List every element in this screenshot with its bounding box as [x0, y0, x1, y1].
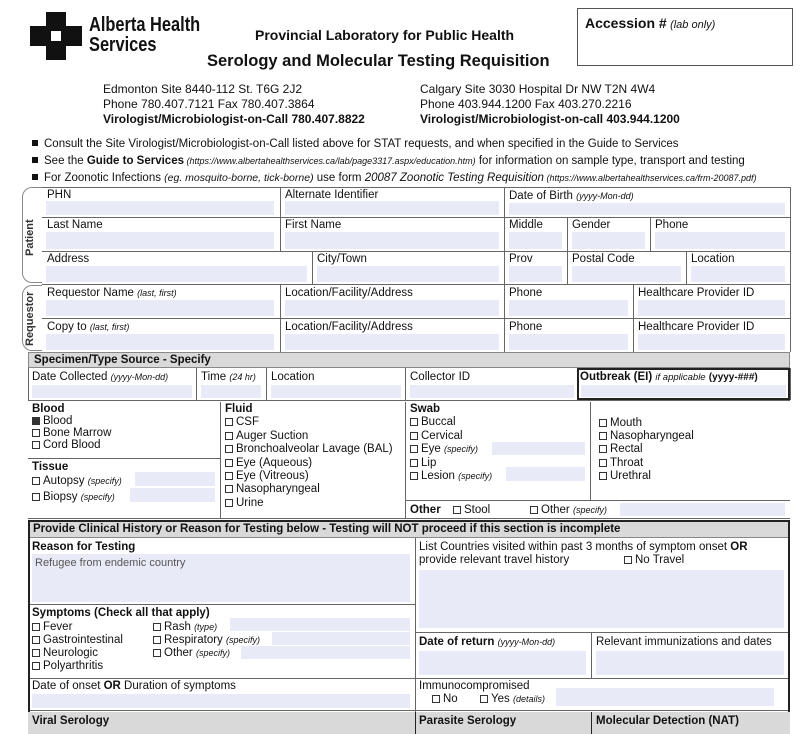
lip-label: Lip — [421, 457, 437, 469]
copy-phone-input[interactable] — [509, 334, 628, 350]
calgary-oncall: Virologist/Microbiologist-on-call 403.944.1200 — [420, 112, 680, 126]
rash-label: Rash — [164, 621, 191, 633]
prov-input[interactable] — [509, 266, 562, 282]
requestor-name-format: (last, first) — [137, 288, 177, 298]
requestor-name-label — [47, 287, 177, 299]
dob-format: (yyyy-Mon-dd) — [576, 191, 634, 201]
symptoms-title: Symptoms (Check all that apply) — [32, 607, 210, 619]
onset-text-c: Duration of symptoms — [120, 680, 236, 692]
calgary-site — [420, 82, 680, 127]
gi-checkbox[interactable] — [32, 636, 40, 644]
copy-to-format: (last, first) — [89, 322, 130, 332]
polyarthritis-option[interactable] — [32, 660, 103, 672]
rash-input[interactable] — [230, 618, 410, 631]
fever-option[interactable] — [32, 621, 72, 633]
onset-label — [32, 680, 236, 692]
phn-label: PHN — [47, 189, 72, 201]
copy-phone-label: Phone — [509, 321, 543, 333]
bal-checkbox[interactable] — [225, 445, 233, 453]
last-name-label: Last Name — [47, 219, 103, 231]
immuno-yes-option[interactable] — [480, 693, 545, 705]
date-return-input[interactable] — [419, 651, 586, 675]
other-symptom-label: Other — [164, 647, 193, 659]
provider-id-label: Healthcare Provider ID — [638, 287, 755, 299]
urethral-label: Urethral — [610, 470, 651, 482]
clinical-header-text: Provide Clinical History or Reason for Testing below - Testing will NOT proceed if this section is incomplete — [33, 523, 621, 535]
specimen-location-label: Location — [271, 371, 315, 383]
no-travel-option[interactable] — [624, 554, 684, 566]
bone-marrow-label: Bone Marrow — [43, 427, 112, 439]
outbreak-label — [580, 371, 758, 383]
date-collected-input[interactable] — [32, 385, 192, 398]
mouth-label: Mouth — [610, 417, 642, 429]
respiratory-specify: (specify) — [226, 635, 261, 645]
guide-url[interactable]: (https://www.albertahealthservices.ca/lab/page3317.aspx/education.htm) — [184, 156, 476, 166]
parasite-serology-header: Parasite Serology — [419, 715, 517, 727]
polyarthritis-label: Polyarthritis — [43, 660, 104, 672]
mouth-checkbox[interactable] — [599, 419, 607, 427]
immuno-details-input[interactable] — [556, 688, 774, 706]
edmonton-oncall: Virologist/Microbiologist-on-Call 780.407.8822 — [103, 112, 365, 126]
swab-lesion[interactable] — [410, 470, 492, 482]
biopsy-specify: (specify) — [80, 492, 115, 502]
requestor-tab-label: Requestor — [24, 291, 36, 346]
other-symptom-checkbox[interactable] — [153, 649, 161, 657]
first-name-label: First Name — [285, 219, 342, 231]
bone-marrow-option[interactable] — [32, 427, 111, 439]
fluid-nasopharyngeal[interactable] — [225, 483, 320, 495]
requestor-facility-label: Location/Facility/Address — [285, 287, 413, 299]
last-name-input[interactable] — [46, 232, 274, 249]
fluid-csf[interactable] — [225, 416, 259, 428]
edmonton-phone: Phone 780.407.7121 Fax 780.407.3864 — [103, 97, 315, 111]
eye-swab-label: Eye — [421, 443, 441, 455]
no-travel-label: No Travel — [635, 554, 685, 566]
autopsy-checkbox[interactable] — [32, 477, 40, 485]
travel-text-c: provide relevant travel history — [419, 554, 570, 566]
address-input[interactable] — [46, 266, 307, 282]
fluid-auger[interactable] — [225, 430, 308, 442]
first-name-input[interactable] — [285, 232, 499, 249]
lab-name: Provincial Laboratory for Public Health — [255, 27, 515, 43]
nasopharyngeal-swab-label: Nasopharyngeal — [610, 430, 694, 442]
immuno-no-label: No — [443, 693, 458, 705]
other-checkbox[interactable] — [530, 506, 538, 514]
eye-vitreous-checkbox[interactable] — [225, 472, 233, 480]
swab-nasopharyngeal[interactable] — [599, 430, 694, 442]
patient-phone-input[interactable] — [655, 232, 785, 249]
swab-cervical[interactable] — [410, 430, 463, 442]
ahs-logo — [30, 12, 82, 60]
throat-label: Throat — [610, 457, 644, 469]
accession-label: Accession # — [585, 15, 667, 31]
date-collected-label — [32, 371, 168, 383]
blood-title: Blood — [32, 403, 65, 415]
eye-swab-checkbox[interactable] — [410, 445, 418, 453]
requestor-facility-input[interactable] — [285, 300, 499, 316]
eye-aqueous-checkbox[interactable] — [225, 459, 233, 467]
lesion-input[interactable] — [506, 467, 585, 481]
buccal-label: Buccal — [421, 416, 456, 428]
outbreak-text: Outbreak (EI) — [580, 371, 653, 383]
patient-phone-label: Phone — [655, 219, 689, 231]
viral-serology-header: Viral Serology — [32, 715, 110, 727]
bone-marrow-checkbox[interactable] — [32, 429, 40, 437]
edmonton-address: Edmonton Site 8440-112 St. T6G 2J2 — [103, 82, 303, 96]
other-specimen-input[interactable] — [620, 503, 785, 516]
swab-title: Swab — [410, 403, 441, 415]
dob-input[interactable] — [509, 203, 785, 215]
immuno-no-checkbox[interactable] — [432, 695, 440, 703]
travel-input[interactable] — [419, 570, 784, 628]
requestor-phone-label: Phone — [509, 287, 543, 299]
onset-text-a: Date of onset — [32, 680, 104, 692]
note-zoo-b: (eg. mosquito-borne, tick-borne) — [164, 172, 314, 184]
swab-buccal[interactable] — [410, 416, 456, 428]
respiratory-checkbox[interactable] — [153, 636, 161, 644]
reason-value[interactable]: Refugee from endemic country — [35, 557, 186, 569]
postal-label: Postal Code — [572, 253, 635, 265]
middle-label: Middle — [509, 219, 543, 231]
calgary-address: Calgary Site 3030 Hospital Dr NW T2N 4W4 — [420, 82, 656, 96]
cord-blood-label: Cord Blood — [43, 439, 101, 451]
note-stat-text: Consult the Site Virologist/Microbiologist-on-Call listed above for STAT requests, and when specified in the Guide to Services — [44, 138, 679, 150]
immuno-details: (details) — [512, 694, 545, 704]
polyarthritis-checkbox[interactable] — [32, 662, 40, 670]
specimen-header-text: Specimen/Type Source - Specify — [34, 354, 211, 366]
copy-facility-label: Location/Facility/Address — [285, 321, 413, 333]
immunizations-input[interactable] — [596, 651, 784, 675]
nasopharyngeal-fluid-label: Nasopharyngeal — [236, 483, 320, 495]
csf-checkbox[interactable] — [225, 418, 233, 426]
outbreak-input[interactable] — [581, 385, 786, 397]
org-name — [89, 15, 200, 55]
eye-aqueous-label: Eye (Aqueous) — [236, 457, 313, 469]
dob-label — [509, 190, 634, 202]
lesion-specify: (specify) — [458, 471, 493, 481]
copy-to-label — [47, 321, 129, 333]
other-label: Other — [541, 504, 570, 516]
requestor-name-text: Requestor Name — [47, 287, 134, 299]
immunizations-label: Relevant immunizations and dates — [596, 636, 772, 648]
nasopharyngeal-fluid-checkbox[interactable] — [225, 485, 233, 493]
ahs-logo-icon — [30, 12, 82, 60]
fluid-eye-aqueous[interactable] — [225, 457, 312, 469]
immuno-yes-label: Yes — [491, 693, 510, 705]
reason-label: Reason for Testing — [32, 541, 136, 553]
note-guide-d: for information on sample type, transport and testing — [475, 155, 745, 167]
copy-provider-id-label: Healthcare Provider ID — [638, 321, 755, 333]
zoonotic-form-link[interactable]: 20087 Zoonotic Testing Requisition — [364, 172, 544, 184]
swab-lip[interactable] — [410, 457, 436, 469]
eye-vitreous-label: Eye (Vitreous) — [236, 470, 309, 482]
date-return-label — [419, 636, 555, 648]
tissue-title: Tissue — [32, 461, 69, 473]
gi-option[interactable] — [32, 634, 123, 646]
prov-label: Prov — [509, 253, 533, 265]
dob-text: Date of Birth — [509, 190, 573, 202]
cervical-label: Cervical — [421, 430, 463, 442]
note-stat — [32, 138, 679, 150]
onset-or: OR — [103, 680, 121, 692]
buccal-checkbox[interactable] — [410, 418, 418, 426]
respiratory-label: Respiratory — [164, 634, 223, 646]
date-return-text: Date of return — [419, 636, 495, 648]
other-title: Other — [410, 504, 441, 516]
fluid-eye-vitreous[interactable] — [225, 470, 309, 482]
rash-option[interactable] — [153, 621, 217, 633]
note-zoo-c: use form — [313, 172, 365, 184]
cord-blood-checkbox[interactable] — [32, 441, 40, 449]
time-label — [201, 371, 256, 383]
gi-label: Gastrointestinal — [43, 634, 123, 646]
onset-input[interactable] — [32, 694, 410, 708]
guide-link[interactable]: Guide to Services — [86, 155, 184, 167]
bullet-icon — [32, 174, 38, 180]
city-label: City/Town — [317, 253, 367, 265]
fluid-title: Fluid — [225, 403, 253, 415]
urine-checkbox[interactable] — [225, 499, 233, 507]
swab-throat[interactable] — [599, 457, 643, 469]
date-return-format: (yyyy-Mon-dd) — [497, 637, 556, 647]
outbreak-format: (yyyy-###) — [708, 372, 758, 383]
note-guide — [32, 155, 745, 167]
city-input[interactable] — [317, 266, 499, 282]
no-travel-checkbox[interactable] — [624, 556, 632, 564]
time-input[interactable] — [201, 385, 261, 398]
stool-checkbox[interactable] — [453, 506, 461, 514]
other-option[interactable] — [530, 504, 607, 516]
urethral-checkbox[interactable] — [599, 472, 607, 480]
copy-provider-id-input[interactable] — [638, 334, 785, 350]
immuno-label: Immunocompromised — [419, 680, 530, 692]
neuro-option[interactable] — [32, 647, 98, 659]
accession-note: (lab only) — [670, 19, 716, 31]
calgary-phone: Phone 403.944.1200 Fax 403.270.2216 — [420, 97, 632, 111]
alt-id-label: Alternate Identifier — [285, 189, 379, 201]
neuro-label: Neurologic — [43, 647, 98, 659]
auger-label: Auger Suction — [236, 430, 309, 442]
rectal-label: Rectal — [610, 443, 643, 455]
swab-rectal[interactable] — [599, 443, 643, 455]
address-label: Address — [47, 253, 90, 265]
csf-label: CSF — [236, 416, 259, 428]
bullet-icon — [32, 157, 38, 163]
phn-input[interactable] — [46, 201, 274, 215]
blood-checkbox[interactable] — [32, 417, 40, 425]
stool-option[interactable] — [453, 504, 490, 516]
fever-checkbox[interactable] — [32, 623, 40, 631]
specimen-header — [28, 352, 790, 368]
copy-to-input[interactable] — [46, 334, 274, 350]
urine-label: Urine — [236, 497, 264, 509]
autopsy-label: Autopsy — [43, 475, 85, 487]
lip-checkbox[interactable] — [410, 459, 418, 467]
note-zoo-a: For Zoonotic Infections — [44, 172, 165, 184]
provider-id-input[interactable] — [638, 300, 785, 316]
travel-text-a: List Countries visited within past 3 months of symptom onset — [419, 541, 731, 553]
lesion-label: Lesion — [421, 470, 455, 482]
swab-eye[interactable] — [410, 443, 478, 455]
cord-blood-option[interactable] — [32, 439, 101, 451]
alt-id-input[interactable] — [285, 201, 499, 215]
bal-label: Bronchoalveolar Lavage (BAL) — [236, 443, 393, 455]
copy-to-text: Copy to — [47, 321, 87, 333]
other-symptom-specify: (specify) — [195, 648, 230, 658]
lesion-checkbox[interactable] — [410, 472, 418, 480]
cervical-checkbox[interactable] — [410, 432, 418, 440]
form-title: Serology and Molecular Testing Requisition — [207, 52, 550, 70]
location-input[interactable] — [691, 266, 785, 282]
respiratory-option[interactable] — [153, 634, 260, 646]
time-format: (24 hr) — [229, 372, 256, 382]
org-line2: Services — [89, 34, 157, 56]
rash-type: (type) — [194, 622, 218, 632]
rectal-checkbox[interactable] — [599, 445, 607, 453]
other-symptom-input[interactable] — [241, 646, 410, 659]
org-line1: Alberta Health — [89, 14, 201, 36]
auger-checkbox[interactable] — [225, 432, 233, 440]
travel-or: OR — [730, 541, 748, 553]
time-text: Time — [201, 371, 227, 383]
postal-input[interactable] — [572, 266, 681, 282]
collector-id-label: Collector ID — [410, 371, 471, 383]
throat-checkbox[interactable] — [599, 459, 607, 467]
blood-label: Blood — [43, 415, 73, 427]
fluid-urine[interactable] — [225, 497, 263, 509]
gender-input[interactable] — [572, 232, 645, 249]
requestor-name-input[interactable] — [46, 300, 274, 316]
requestor-phone-input[interactable] — [509, 300, 628, 316]
autopsy-input[interactable] — [135, 472, 215, 486]
biopsy-label: Biopsy — [43, 491, 78, 503]
fever-label: Fever — [43, 621, 73, 633]
swab-urethral[interactable] — [599, 470, 651, 482]
biopsy-option[interactable] — [32, 491, 115, 503]
collector-id-input[interactable] — [410, 385, 574, 398]
fluid-bal[interactable] — [225, 443, 393, 455]
date-collected-format: (yyyy-Mon-dd) — [110, 372, 169, 382]
eye-swab-specify: (specify) — [444, 444, 479, 454]
other-specify: (specify) — [572, 505, 607, 515]
biopsy-checkbox[interactable] — [32, 493, 40, 501]
other-symptom-option[interactable] — [153, 647, 230, 659]
gender-label: Gender — [572, 219, 611, 231]
patient-tab-label: Patient — [24, 219, 36, 256]
eye-swab-input[interactable] — [492, 442, 585, 455]
autopsy-specify: (specify) — [87, 476, 122, 486]
copy-facility-input[interactable] — [285, 334, 499, 350]
note-zoonotic — [32, 172, 757, 184]
date-collected-text: Date Collected — [32, 371, 108, 383]
biopsy-input[interactable] — [130, 488, 215, 502]
blood-option[interactable] — [32, 415, 72, 427]
location-label: Location — [691, 253, 735, 265]
travel-label — [419, 541, 748, 567]
rash-checkbox[interactable] — [153, 623, 161, 631]
outbreak-note: if applicable — [655, 372, 706, 383]
molecular-detection-header: Molecular Detection (NAT) — [596, 715, 739, 727]
clinical-header — [30, 522, 788, 538]
bullet-icon — [32, 140, 38, 146]
neuro-checkbox[interactable] — [32, 649, 40, 657]
middle-input[interactable] — [509, 232, 562, 249]
immuno-yes-checkbox[interactable] — [480, 695, 488, 703]
zoonotic-url[interactable]: (https://www.albertahealthservices.ca/frm-20087.pdf) — [543, 173, 757, 183]
accession-box[interactable] — [577, 8, 793, 66]
immuno-no-option[interactable] — [432, 693, 458, 705]
stool-label: Stool — [464, 504, 491, 516]
autopsy-option[interactable] — [32, 475, 122, 487]
nasopharyngeal-swab-checkbox[interactable] — [599, 432, 607, 440]
edmonton-site — [103, 82, 365, 127]
respiratory-input[interactable] — [272, 632, 410, 645]
specimen-location-input[interactable] — [271, 385, 401, 398]
swab-mouth[interactable] — [599, 417, 642, 429]
note-guide-a: See the — [44, 155, 87, 167]
